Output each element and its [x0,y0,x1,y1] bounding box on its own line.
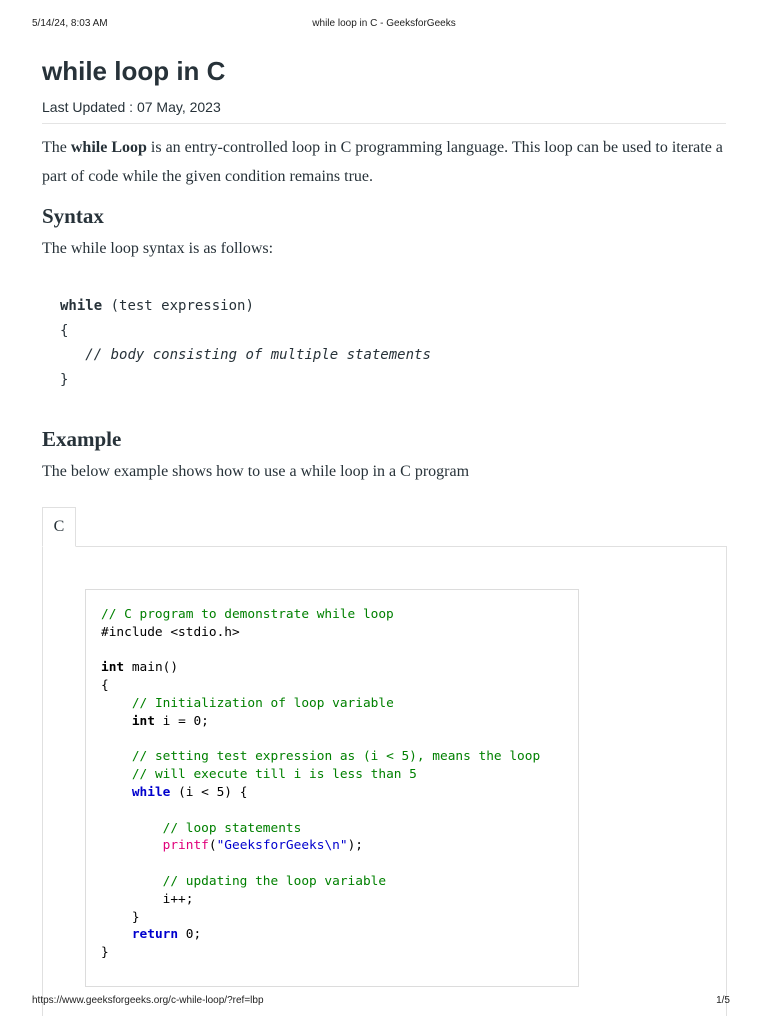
code-token: int [101,660,125,676]
code-token [60,347,85,363]
code-token: i = 0; [154,713,209,729]
code-line [101,874,386,889]
syntax-line [60,298,254,314]
print-page-number: 1/5 [716,995,730,1006]
code-token: } [101,909,140,925]
code-token: { [60,322,69,339]
code-token: int [131,713,155,729]
code-token [101,696,132,711]
code-line [101,678,109,693]
code-token: 0; [178,927,202,943]
code-line [101,910,140,925]
code-token [101,838,163,853]
example-heading: Example [42,427,122,451]
print-footer [32,995,736,1009]
print-datetime: 5/14/24, 8:03 AM [32,18,108,29]
code-token: "GeeksforGeeks\n" [216,838,348,854]
code-line [101,714,209,729]
code-token: // updating the loop variable [162,873,387,889]
syntax-heading: Syntax [42,204,104,228]
code-token: (test expression) [102,298,254,314]
example-description: The below example shows how to use a while loop in a C program [42,463,470,480]
code-line [101,767,417,782]
code-line [101,892,193,907]
example-code [101,606,540,962]
last-updated: Last Updated : 07 May, 2023 [42,99,221,115]
code-token: } [60,372,69,389]
code-line [101,625,240,640]
syntax-code-block [60,294,431,393]
intro-paragraph [42,134,726,191]
code-line [101,927,201,942]
code-token: // will execute till i is less than 5 [131,767,417,783]
code-token: } [101,945,109,961]
code-token: // loop statements [162,820,302,836]
code-token: ); [347,838,363,854]
print-url: https://www.geeksforgeeks.org/c-while-loop/?ref=lbp [32,995,264,1006]
code-line [101,660,178,675]
intro-text-after: is an entry-controlled loop in C programming language. This loop can be used to iterate a part of code while the given condition remains true. [42,139,723,185]
code-line [101,785,247,800]
syntax-line [60,323,68,339]
code-line [101,821,301,836]
code-token: while [131,784,171,800]
code-token: // C program to demonstrate while loop [101,607,394,622]
print-tab-title: while loop in C - GeeksforGeeks [312,18,456,29]
code-line [101,945,109,960]
code-token: (i < 5) { [170,784,248,800]
code-token [101,749,132,764]
syntax-description: The while loop syntax is as follows: [42,240,274,257]
intro-bold-term: while Loop [70,139,147,156]
code-token: { [101,678,109,694]
code-token [101,767,132,782]
title-divider [42,123,726,124]
code-token: printf [162,838,209,854]
intro-text-before: The [42,139,71,156]
code-line [101,696,394,711]
code-token: // Initialization of loop variable [131,695,394,711]
code-line [101,838,363,853]
code-token [101,714,132,729]
code-token: i++; [101,891,194,907]
code-token: #include <stdio.h> [101,624,240,640]
code-line [101,607,394,622]
code-line [101,749,540,764]
code-token: // body consisting of multiple statements [85,347,431,364]
code-token [101,821,163,836]
print-header [32,18,736,32]
code-token: // setting test expression as (i < 5), means the loop [131,749,541,765]
syntax-line [60,372,68,388]
code-token [101,927,132,942]
code-token: return [131,927,179,943]
code-token: ( [208,838,217,854]
code-token: main() [124,660,179,676]
tab-c-language[interactable]: C [42,507,76,547]
article-title: while loop in C [42,56,226,86]
code-token [101,874,163,889]
syntax-line [60,347,431,363]
code-token: while [60,298,103,314]
code-token [101,785,132,800]
